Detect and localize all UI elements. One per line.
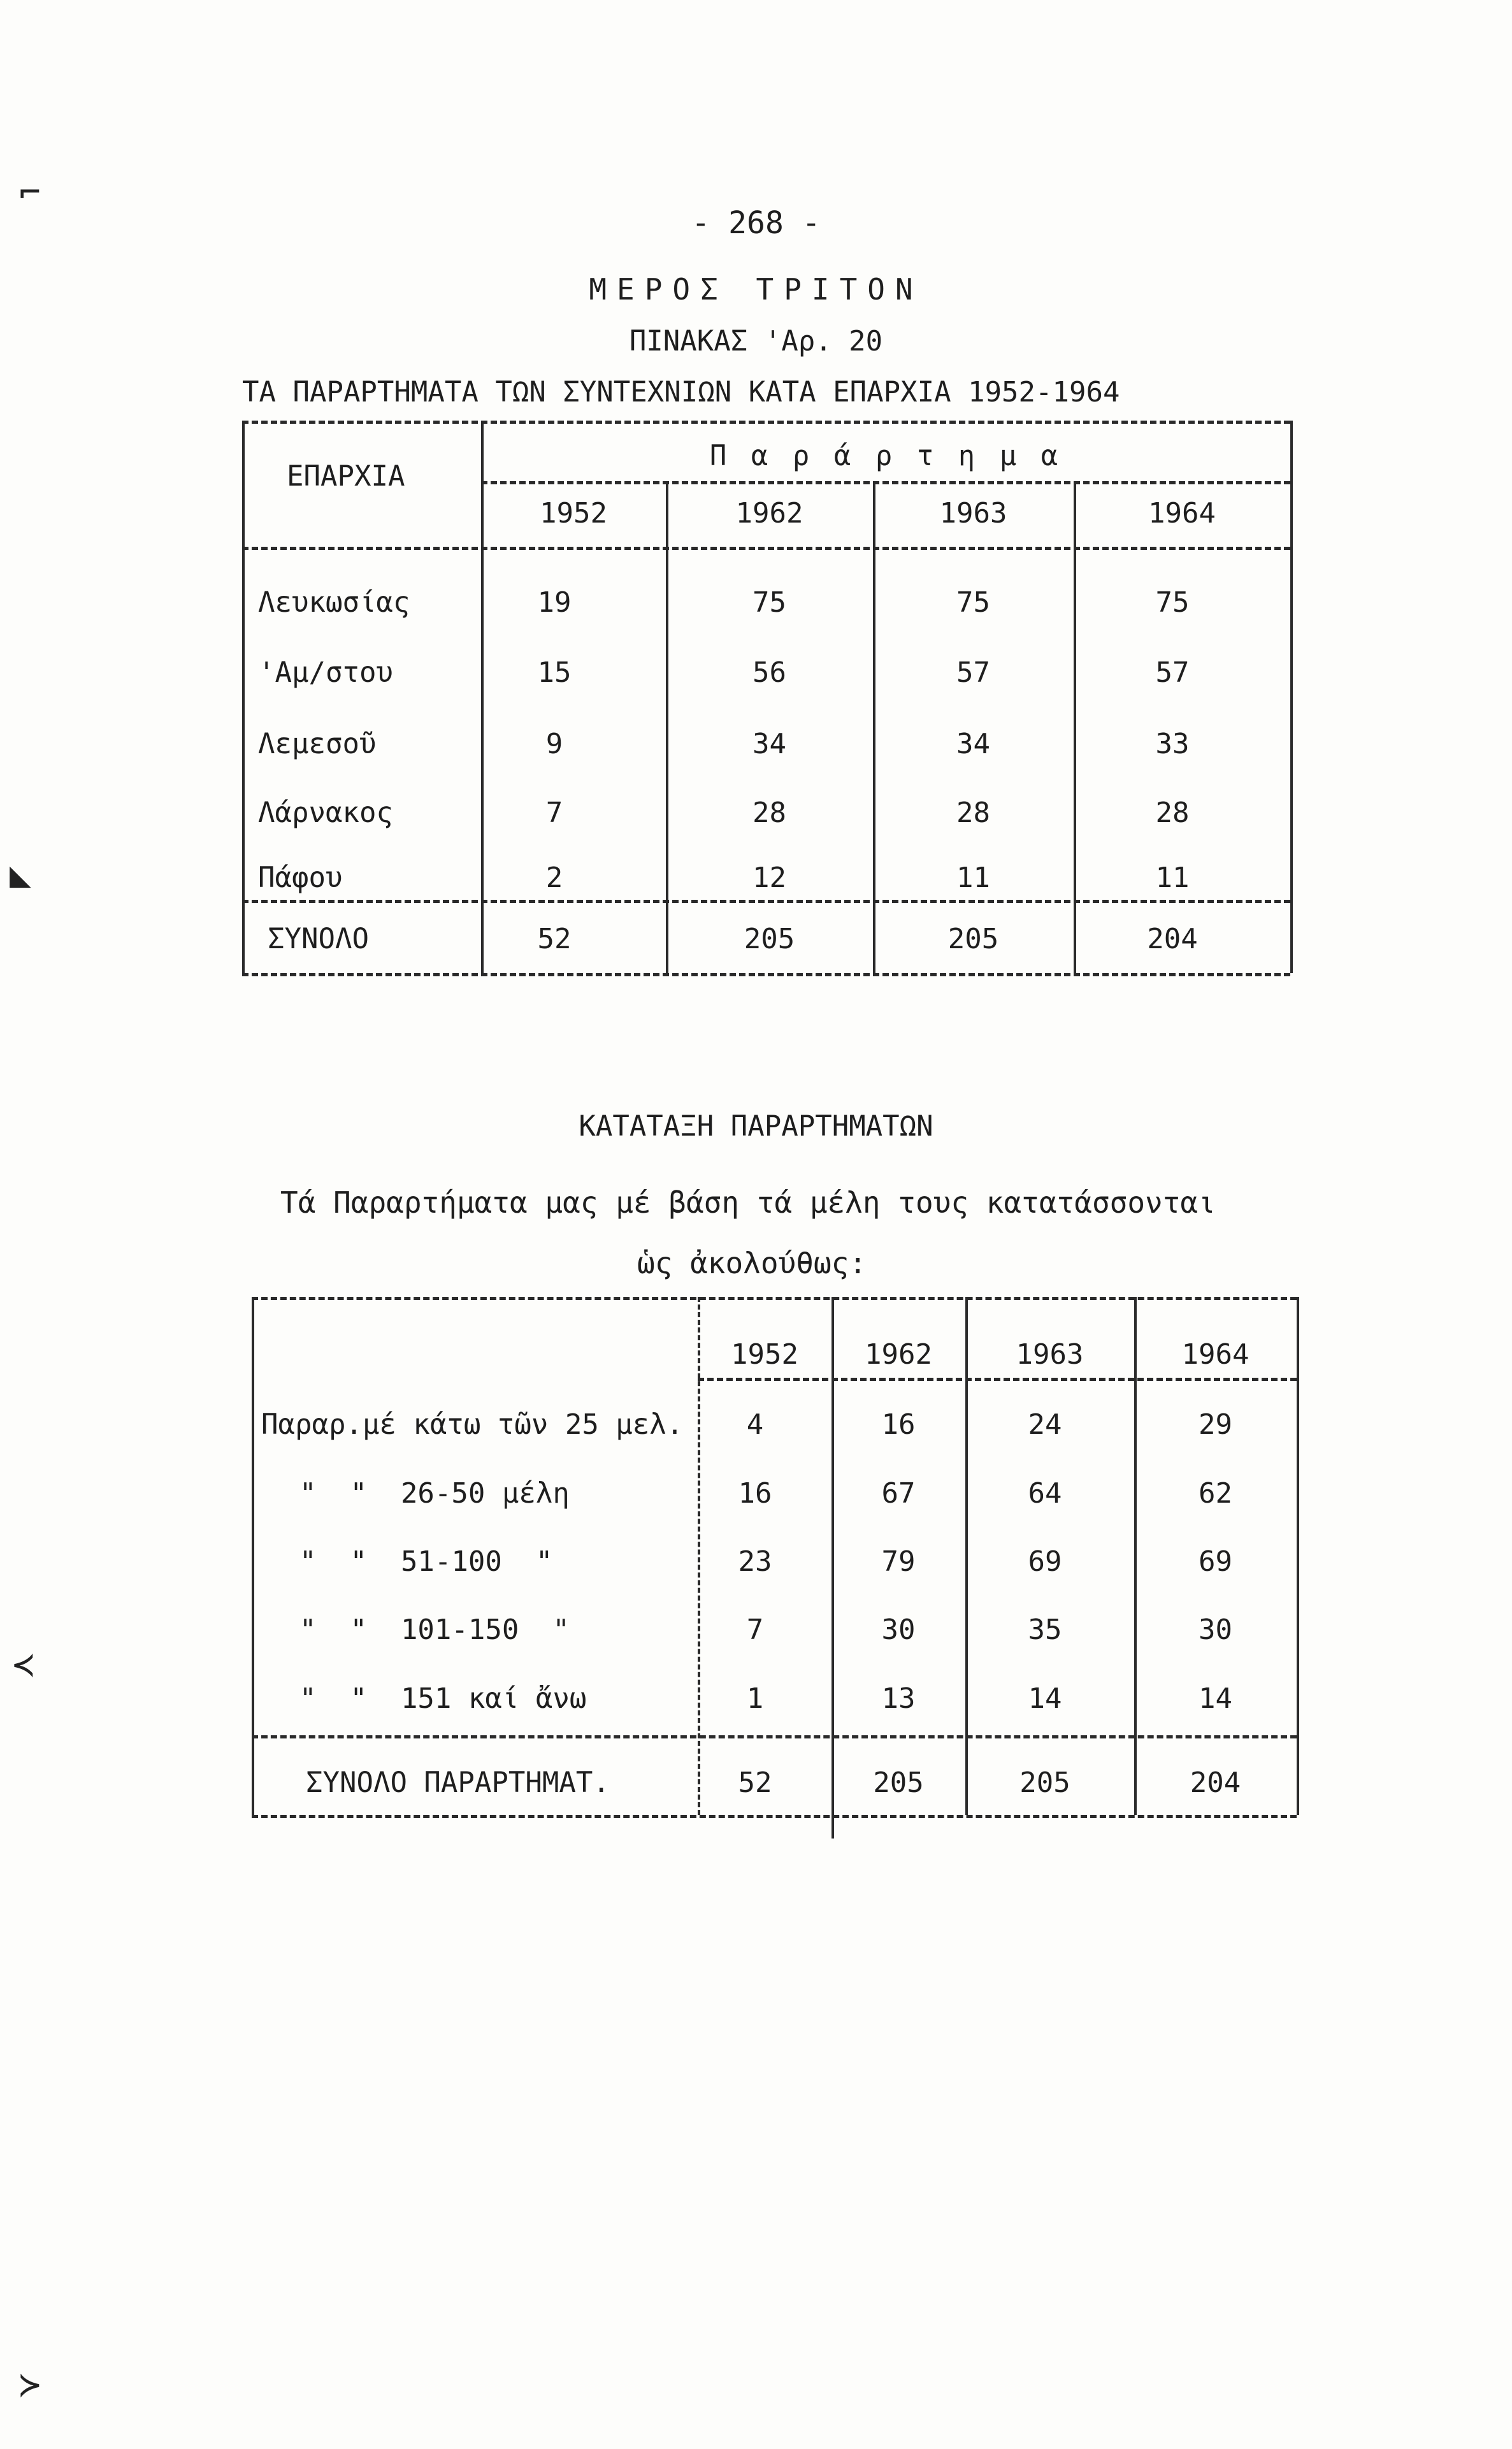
table1-col-divider [666, 481, 668, 973]
total-cell: 204 [1190, 1766, 1241, 1799]
table1-col-divider [1074, 481, 1076, 973]
table2-bottom-rule [252, 1815, 1297, 1818]
table-number: ΠΙΝΑΚΑΣ 'Αρ. 20 [629, 325, 883, 358]
year-header: 1952 [540, 497, 607, 530]
year-header: 1964 [1181, 1338, 1249, 1371]
table-cell: 30 [881, 1614, 916, 1646]
total-cell: 205 [947, 923, 999, 955]
table2-right-border [1297, 1297, 1299, 1815]
column-header-district: ΕΠΑΡΧΙΑ [287, 460, 405, 493]
table-cell: 34 [752, 728, 786, 760]
table2-header-rule [698, 1378, 1297, 1381]
table-cell: 15 [537, 656, 572, 689]
table2-top-rule [252, 1297, 1297, 1300]
table-cell: 7 [746, 1614, 764, 1646]
table-cell: 30 [1199, 1614, 1232, 1646]
table1-bottom-rule [242, 973, 1290, 976]
row-label-district: Λάρνακος [258, 797, 393, 829]
total-cell: 205 [1019, 1766, 1070, 1799]
table2-total-rule [252, 1735, 1297, 1738]
table-cell: 24 [1028, 1408, 1062, 1441]
table-cell: 64 [1028, 1477, 1062, 1510]
table-cell: 11 [956, 862, 990, 894]
total-cell: 52 [537, 923, 572, 955]
section-title: ΚΑΤΑΤΑΞΗ ΠΑΡΑΡΤΗΜΑΤΩΝ [579, 1110, 933, 1143]
table1-top-rule [242, 421, 1290, 424]
table-cell: 13 [881, 1682, 916, 1715]
table-cell: 75 [956, 586, 990, 619]
table-cell: 12 [752, 862, 786, 894]
table-cell: 75 [752, 586, 786, 619]
table-cell: 16 [881, 1408, 916, 1441]
table-cell: 11 [1155, 862, 1190, 894]
row-label-size: " " 26-50 μέλη [299, 1477, 570, 1510]
table-cell: 35 [1028, 1614, 1062, 1646]
year-header: 1964 [1148, 497, 1216, 530]
table-cell: 14 [1199, 1682, 1232, 1715]
intro-text: Τά Παραρτήματα μας μέ βάση τά μέλη τους κατατάσσονται [280, 1185, 1216, 1220]
table-cell: 57 [956, 656, 990, 689]
row-label-district: Λεμεσοῦ [258, 728, 377, 760]
row-label-district: 'Αμ/στου [258, 656, 393, 689]
group-header-branches: Π α ρ ά ρ τ η μ α [709, 440, 1062, 472]
table-cell: 56 [752, 656, 786, 689]
table-title: ΤΑ ΠΑΡΑΡΤΗΜΑΤΑ ΤΩΝ ΣΥΝΤΕΧΝΙΩΝ ΚΑΤΑ ΕΠΑΡΧΙΑ 1952-1964 [242, 376, 1120, 408]
table-cell: 75 [1155, 586, 1190, 619]
table-cell: 34 [956, 728, 990, 760]
table-cell: 19 [537, 586, 572, 619]
table-cell: 1 [746, 1682, 764, 1715]
table1-group-rule [481, 481, 1290, 484]
intro-text: ὡς ἀκολούθως: [637, 1246, 867, 1280]
year-header: 1963 [939, 497, 1007, 530]
row-label-size: " " 151 καί ἄνω [299, 1682, 587, 1715]
row-label-size: Παραρ.μέ κάτω τῶν 25 μελ. [261, 1408, 684, 1441]
table-cell: 14 [1028, 1682, 1062, 1715]
table-cell: 2 [545, 862, 563, 894]
table-cell: 69 [1028, 1545, 1062, 1578]
total-cell: 52 [738, 1766, 772, 1799]
table-cell: 9 [545, 728, 563, 760]
table-cell: 16 [738, 1477, 772, 1510]
table-cell: 67 [881, 1477, 916, 1510]
table1-col-divider [873, 481, 875, 973]
year-header: 1962 [735, 497, 803, 530]
total-label: ΣΥΝΟΛΟ ΠΑΡΑΡΤΗΜΑΤ. [306, 1766, 610, 1799]
margin-mark-icon: ≺ [13, 1644, 34, 1686]
table-cell: 7 [545, 797, 563, 829]
year-header: 1963 [1016, 1338, 1084, 1371]
table-cell: 62 [1199, 1477, 1232, 1510]
year-header: 1952 [731, 1338, 798, 1371]
total-cell: 205 [873, 1766, 924, 1799]
row-label-district: Πάφου [258, 862, 343, 894]
table-cell: 29 [1199, 1408, 1232, 1441]
table-cell: 28 [956, 797, 990, 829]
table-cell: 28 [752, 797, 786, 829]
table-cell: 28 [1155, 797, 1190, 829]
page-number: - 268 - [691, 205, 821, 241]
row-label-size: " " 101-150 " [299, 1614, 570, 1646]
arrow-marker-icon: ◣ [10, 854, 31, 895]
table1-header-rule [242, 547, 1290, 550]
row-label-size: " " 51-100 " [299, 1545, 553, 1578]
total-label: ΣΥΝΟΛΟ [268, 923, 369, 955]
table1-left-border [242, 421, 245, 973]
part-title: ΜΕΡΟΣ ΤΡΙΤΟΝ [589, 272, 923, 307]
table-cell: 33 [1155, 728, 1190, 760]
table-cell: 23 [738, 1545, 772, 1578]
margin-mark-icon: ≻ [19, 2364, 41, 2406]
table1-right-border [1290, 421, 1293, 973]
row-label-district: Λευκωσίας [258, 586, 410, 619]
year-header: 1962 [865, 1338, 932, 1371]
margin-mark-icon: ⌐ [19, 172, 41, 213]
total-cell: 204 [1147, 923, 1198, 955]
table-cell: 57 [1155, 656, 1190, 689]
table-cell: 69 [1199, 1545, 1232, 1578]
table2-left-border [252, 1297, 254, 1815]
total-cell: 205 [744, 923, 795, 955]
table-cell: 79 [881, 1545, 916, 1578]
table-cell: 4 [746, 1408, 764, 1441]
table1-total-rule [242, 900, 1290, 903]
